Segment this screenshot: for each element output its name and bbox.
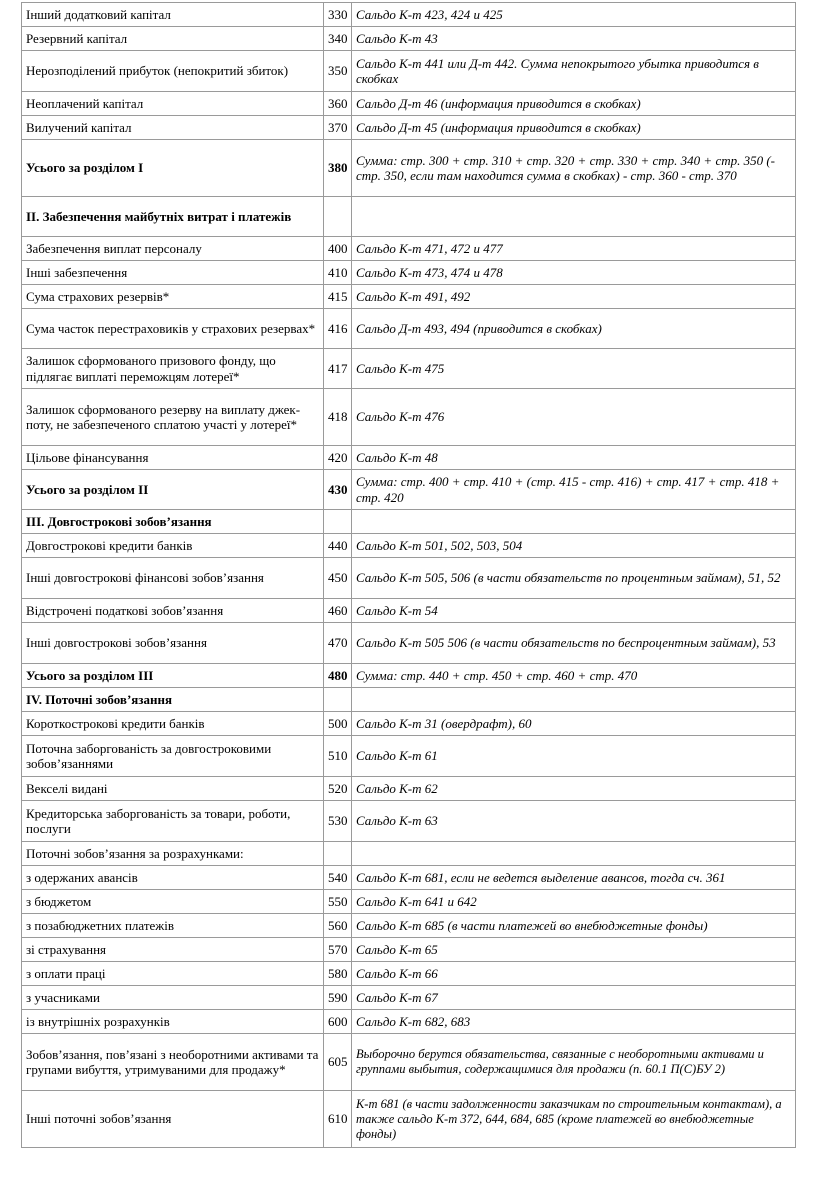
line-item-name: Усього за розділом III [22, 664, 324, 688]
table-row [22, 51, 796, 92]
line-item-name: зі страхування [22, 938, 324, 962]
calculation-formula: Сальдо К-т 54 [352, 599, 796, 623]
line-item-name: Короткострокові кредити банків [22, 712, 324, 736]
line-item-name: III. Довгострокові зобов’язання [22, 510, 324, 534]
table-row [22, 1010, 796, 1034]
table-row [22, 261, 796, 285]
line-code: 480 [324, 664, 352, 688]
line-item-name: із внутрішніх розрахунків [22, 1010, 324, 1034]
calculation-formula: Сальдо К-т 423, 424 и 425 [352, 3, 796, 27]
calculation-formula: Сальдо К-т 63 [352, 801, 796, 842]
table-row [22, 237, 796, 261]
line-code: 416 [324, 309, 352, 349]
line-code: 418 [324, 389, 352, 446]
table-row [22, 914, 796, 938]
line-item-name: Вилучений капітал [22, 116, 324, 140]
calculation-formula: Сальдо К-т 475 [352, 349, 796, 389]
line-item-name: Усього за розділом I [22, 140, 324, 197]
line-item-name: Довгострокові кредити банків [22, 534, 324, 558]
table-row [22, 1091, 796, 1148]
calculation-formula: Сальдо К-т 61 [352, 736, 796, 777]
balance-sheet-page [21, 2, 795, 1148]
table-row [22, 866, 796, 890]
line-code: 360 [324, 92, 352, 116]
balance-liabilities-table [21, 2, 796, 1148]
calculation-formula: Сальдо К-т 641 и 642 [352, 890, 796, 914]
section-total-row [22, 664, 796, 688]
table-row [22, 285, 796, 309]
calculation-formula: Сальдо К-т 65 [352, 938, 796, 962]
table-row [22, 938, 796, 962]
line-item-name: II. Забезпечення майбутніх витрат і платежів [22, 197, 324, 237]
table-row [22, 92, 796, 116]
table-row [22, 309, 796, 349]
line-code: 530 [324, 801, 352, 842]
line-item-name: Інші довгострокові зобов’язання [22, 623, 324, 664]
calculation-formula: Сальдо К-т 473, 474 и 478 [352, 261, 796, 285]
calculation-formula: Сальдо К-т 441 или Д-т 442. Сумма непокрытого убытка приводится в скобках [352, 51, 796, 92]
calculation-formula: Сальдо К-т 491, 492 [352, 285, 796, 309]
calculation-formula: Сальдо К-т 48 [352, 446, 796, 470]
calculation-formula: Сальдо К-т 471, 472 и 477 [352, 237, 796, 261]
line-item-name: Інші поточні зобов’язання [22, 1091, 324, 1148]
line-item-name: Залишок сформованого призового фонду, що підлягає виплаті переможцям лотереї* [22, 349, 324, 389]
calculation-formula: Сальдо Д-т 46 (информация приводится в скобках) [352, 92, 796, 116]
line-code [324, 842, 352, 866]
section-total-row [22, 140, 796, 197]
line-code: 500 [324, 712, 352, 736]
calculation-formula: Сальдо К-т 505, 506 (в части обязательств по процентным займам), 51, 52 [352, 558, 796, 599]
line-code: 410 [324, 261, 352, 285]
line-code: 380 [324, 140, 352, 197]
calculation-formula: Сальдо К-т 66 [352, 962, 796, 986]
line-item-name: Поточна заборгованість за довгостроковими зобов’язаннями [22, 736, 324, 777]
section-total-row [22, 470, 796, 510]
calculation-formula: Сальдо К-т 505 506 (в части обязательств по беспроцентным займам), 53 [352, 623, 796, 664]
table-row [22, 962, 796, 986]
line-item-name: з оплати праці [22, 962, 324, 986]
line-code: 430 [324, 470, 352, 510]
calculation-formula: Сумма: стр. 440 + стр. 450 + стр. 460 + стр. 470 [352, 664, 796, 688]
calculation-formula: Сальдо К-т 476 [352, 389, 796, 446]
line-code: 400 [324, 237, 352, 261]
line-item-name: Інший додатковий капітал [22, 3, 324, 27]
calculation-formula: Сальдо Д-т 493, 494 (приводится в скобках) [352, 309, 796, 349]
line-item-name: з одержаних авансів [22, 866, 324, 890]
table-row [22, 842, 796, 866]
line-code: 520 [324, 777, 352, 801]
table-row [22, 116, 796, 140]
line-code: 510 [324, 736, 352, 777]
line-code: 600 [324, 1010, 352, 1034]
calculation-formula: Сальдо К-т 31 (овердрафт), 60 [352, 712, 796, 736]
line-code: 580 [324, 962, 352, 986]
table-row [22, 777, 796, 801]
table-row [22, 890, 796, 914]
line-code: 417 [324, 349, 352, 389]
line-item-name: Інші довгострокові фінансові зобов’язання [22, 558, 324, 599]
calculation-formula: Выборочно берутся обязательства, связанные с необоротными активами и группами выбытия, содержащимися для продажи (п. 60.1 П(С)БУ 2) [352, 1034, 796, 1091]
calculation-formula: Сальдо К-т 501, 502, 503, 504 [352, 534, 796, 558]
line-item-name: Зобов’язання, пов’язані з необоротними активами та групами вибуття, утримуваними для продажу* [22, 1034, 324, 1091]
calculation-formula: Сальдо К-т 685 (в части платежей во внебюджетные фонды) [352, 914, 796, 938]
calculation-formula [352, 510, 796, 534]
table-row [22, 389, 796, 446]
table-row [22, 801, 796, 842]
line-code: 540 [324, 866, 352, 890]
section-header-row [22, 197, 796, 237]
section-header-row [22, 688, 796, 712]
table-row [22, 3, 796, 27]
table-row [22, 558, 796, 599]
line-item-name: з учасниками [22, 986, 324, 1010]
line-item-name: Векселі видані [22, 777, 324, 801]
line-item-name: Цільове фінансування [22, 446, 324, 470]
line-code: 460 [324, 599, 352, 623]
line-item-name: Забезпечення виплат персоналу [22, 237, 324, 261]
line-item-name: з бюджетом [22, 890, 324, 914]
line-code: 610 [324, 1091, 352, 1148]
line-code [324, 688, 352, 712]
line-code: 570 [324, 938, 352, 962]
line-code: 440 [324, 534, 352, 558]
line-item-name: Резервний капітал [22, 27, 324, 51]
line-code: 470 [324, 623, 352, 664]
calculation-formula: Сальдо К-т 682, 683 [352, 1010, 796, 1034]
line-item-name: Сума часток перестраховиків у страхових резервах* [22, 309, 324, 349]
calculation-formula: Сумма: стр. 400 + стр. 410 + (стр. 415 - стр. 416) + стр. 417 + стр. 418 + стр. 420 [352, 470, 796, 510]
table-row [22, 736, 796, 777]
line-code: 330 [324, 3, 352, 27]
table-row [22, 534, 796, 558]
calculation-formula: Сумма: стр. 300 + стр. 310 + стр. 320 + стр. 330 + стр. 340 + стр. 350 (- стр. 350, если там находится сумма в скобках) - стр. 360 - стр. 370 [352, 140, 796, 197]
section-header-row [22, 510, 796, 534]
line-item-name: Сума страхових резервів* [22, 285, 324, 309]
line-code: 450 [324, 558, 352, 599]
line-code: 420 [324, 446, 352, 470]
calculation-formula: Сальдо К-т 43 [352, 27, 796, 51]
line-item-name: IV. Поточні зобов’язання [22, 688, 324, 712]
line-code: 350 [324, 51, 352, 92]
line-item-name: Кредиторська заборгованість за товари, роботи, послуги [22, 801, 324, 842]
line-code [324, 510, 352, 534]
table-row [22, 599, 796, 623]
line-item-name: Інші забезпечення [22, 261, 324, 285]
line-code: 415 [324, 285, 352, 309]
table-row [22, 27, 796, 51]
line-item-name: з позабюджетних платежів [22, 914, 324, 938]
calculation-formula [352, 688, 796, 712]
calculation-formula [352, 842, 796, 866]
calculation-formula: Сальдо К-т 681, если не ведется выделение авансов, тогда сч. 361 [352, 866, 796, 890]
table-row [22, 712, 796, 736]
line-code: 370 [324, 116, 352, 140]
line-code: 590 [324, 986, 352, 1010]
calculation-formula: Сальдо Д-т 45 (информация приводится в скобках) [352, 116, 796, 140]
table-row [22, 986, 796, 1010]
calculation-formula: Сальдо К-т 62 [352, 777, 796, 801]
table-row [22, 349, 796, 389]
table-row [22, 1034, 796, 1091]
line-code: 550 [324, 890, 352, 914]
line-item-name: Відстрочені податкові зобов’язання [22, 599, 324, 623]
line-code [324, 197, 352, 237]
line-item-name: Нерозподілений прибуток (непокритий збиток) [22, 51, 324, 92]
line-item-name: Поточні зобов’язання за розрахунками: [22, 842, 324, 866]
table-body [22, 3, 796, 1148]
calculation-formula: Сальдо К-т 67 [352, 986, 796, 1010]
line-item-name: Усього за розділом II [22, 470, 324, 510]
line-item-name: Залишок сформованого резерву на виплату джек-поту, не забезпеченого сплатою участі у лотереї* [22, 389, 324, 446]
calculation-formula: К-т 681 (в части задолженности заказчикам по строительным контактам), а также сальдо К-т 372, 644, 684, 685 (кроме платежей во внебюджетные фонды) [352, 1091, 796, 1148]
line-code: 560 [324, 914, 352, 938]
line-code: 340 [324, 27, 352, 51]
line-item-name: Неоплачений капітал [22, 92, 324, 116]
table-row [22, 446, 796, 470]
line-code: 605 [324, 1034, 352, 1091]
calculation-formula [352, 197, 796, 237]
table-row [22, 623, 796, 664]
